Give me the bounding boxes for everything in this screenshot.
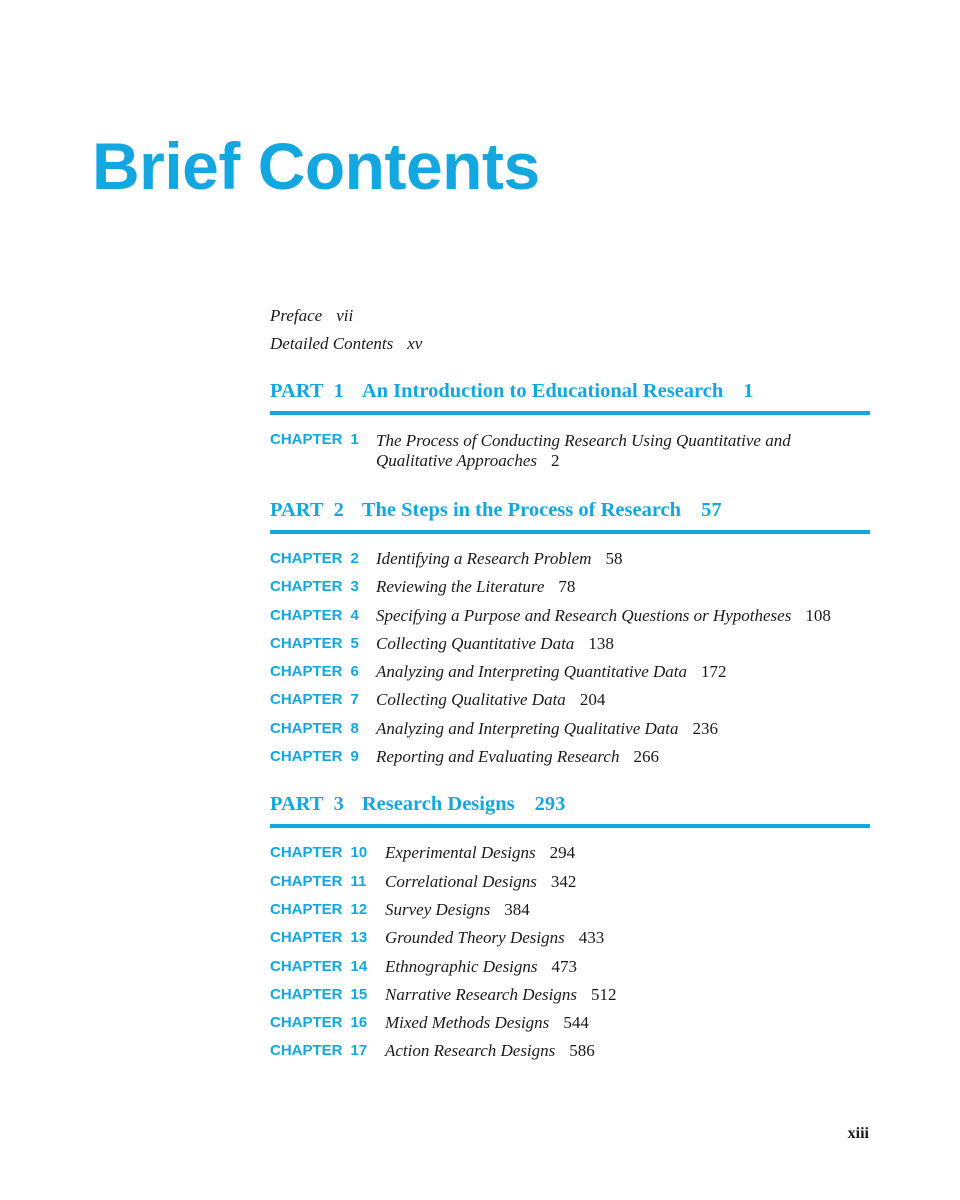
chapter-title: Collecting Quantitative Data — [376, 633, 575, 653]
part-title: An Introduction to Educational Research — [361, 380, 724, 402]
chapter-6-entry[interactable] — [270, 658, 870, 686]
table-of-contents — [270, 302, 870, 1066]
part-title: Research Designs — [361, 793, 515, 816]
page-title: Brief Contents — [92, 129, 540, 203]
chapter-label: CHAPTER 16 — [270, 1014, 368, 1032]
chapter-11-entry[interactable] — [270, 868, 870, 896]
part-page: 57 — [701, 499, 722, 521]
part-page: 1 — [743, 380, 754, 402]
chapter-text — [385, 868, 576, 896]
chapter-page: 433 — [578, 928, 605, 948]
chapter-page: 58 — [605, 549, 623, 568]
chapter-label: CHAPTER 2 — [270, 550, 359, 567]
chapter-9-entry[interactable] — [270, 743, 870, 771]
chapter-text — [385, 896, 530, 924]
chapter-label: CHAPTER 10 — [270, 844, 368, 862]
chapter-title: Experimental Designs — [385, 843, 536, 863]
chapter-text — [385, 924, 604, 952]
chapter-label: CHAPTER 5 — [270, 634, 359, 652]
chapter-label: CHAPTER 9 — [270, 748, 359, 766]
chapter-text — [385, 1009, 589, 1037]
chapter-text — [385, 953, 577, 981]
chapter-3-entry[interactable] — [270, 573, 870, 601]
chapter-label: CHAPTER 1 — [270, 431, 359, 448]
front-matter-detailed-contents[interactable] — [270, 330, 870, 358]
part-3-section — [270, 784, 870, 1065]
front-matter-page: vii — [336, 306, 354, 325]
chapter-text — [376, 686, 605, 714]
chapter-title: Ethnographic Designs — [385, 956, 538, 976]
chapter-page: 544 — [563, 1013, 589, 1033]
chapter-text — [376, 573, 575, 601]
part-title: The Steps in the Process of Research — [361, 499, 682, 521]
chapter-list — [270, 828, 870, 1065]
chapter-title: Action Research Designs — [385, 1041, 556, 1061]
chapter-label: CHAPTER 6 — [270, 663, 359, 681]
part-page: 293 — [534, 793, 566, 816]
part-1-heading[interactable] — [270, 371, 870, 415]
chapter-title: Analyzing and Interpreting Qualitative Data — [376, 718, 679, 738]
part-2-heading[interactable] — [270, 490, 870, 534]
chapter-title: Specifying a Purpose and Research Questions or Hypotheses — [376, 605, 792, 625]
chapter-title: Grounded Theory Designs — [385, 928, 565, 948]
chapter-title: Reviewing the Literature — [376, 577, 545, 597]
chapter-label: CHAPTER 15 — [270, 985, 368, 1003]
chapter-14-entry[interactable] — [270, 953, 870, 981]
chapter-title: Identifying a Research Problem — [376, 549, 592, 568]
chapter-label: CHAPTER 11 — [270, 872, 367, 890]
chapter-5-entry[interactable] — [270, 630, 870, 658]
chapter-page: 236 — [692, 718, 718, 738]
front-matter-preface[interactable] — [270, 302, 870, 330]
chapter-page: 384 — [504, 899, 530, 919]
chapter-label: CHAPTER 14 — [270, 957, 368, 975]
chapter-13-entry[interactable] — [270, 924, 870, 952]
chapter-title: Mixed Methods Designs — [385, 1013, 550, 1033]
chapter-7-entry[interactable] — [270, 686, 870, 714]
chapter-list — [270, 415, 870, 477]
chapter-4-entry[interactable] — [270, 602, 870, 630]
chapter-title: The Process of Conducting Research Using Quantitative and Qualitative Approaches — [376, 431, 791, 470]
chapter-page: 172 — [701, 662, 727, 682]
front-matter-page: xv — [407, 334, 423, 353]
chapter-text — [385, 839, 575, 867]
part-label: PART — [270, 380, 324, 402]
chapter-2-entry[interactable] — [270, 545, 870, 573]
chapter-title: Narrative Research Designs — [385, 984, 578, 1004]
chapter-text — [376, 426, 846, 477]
chapter-text — [376, 743, 659, 771]
part-label: PART — [270, 793, 324, 816]
chapter-page: 138 — [588, 633, 614, 653]
chapter-page: 294 — [549, 843, 576, 863]
chapter-label: CHAPTER 17 — [270, 1042, 368, 1060]
chapter-1-entry[interactable] — [270, 426, 870, 477]
part-number: 1 — [333, 380, 344, 402]
chapter-page: 2 — [551, 451, 560, 470]
chapter-text — [376, 602, 831, 630]
chapter-label: CHAPTER 13 — [270, 929, 368, 947]
chapter-text — [385, 981, 617, 1009]
chapter-text — [376, 658, 727, 686]
chapter-title: Collecting Qualitative Data — [376, 690, 566, 710]
chapter-page: 586 — [569, 1041, 595, 1061]
chapter-text — [376, 715, 718, 743]
chapter-16-entry[interactable] — [270, 1009, 870, 1037]
chapter-page: 342 — [550, 871, 577, 891]
chapter-page: 473 — [551, 956, 578, 976]
chapter-title: Reporting and Evaluating Research — [376, 747, 620, 767]
chapter-label: CHAPTER 7 — [270, 691, 359, 709]
part-1-section — [270, 371, 870, 477]
chapter-text — [376, 545, 622, 573]
chapter-10-entry[interactable] — [270, 839, 870, 867]
chapter-label: CHAPTER 12 — [270, 900, 368, 918]
chapter-title: Survey Designs — [385, 899, 491, 919]
chapter-8-entry[interactable] — [270, 715, 870, 743]
chapter-17-entry[interactable] — [270, 1037, 870, 1065]
chapter-page: 78 — [558, 577, 576, 597]
chapter-title: Analyzing and Interpreting Quantitative Data — [376, 662, 687, 682]
chapter-label: CHAPTER 8 — [270, 719, 359, 737]
chapter-page: 204 — [579, 690, 606, 710]
chapter-label: CHAPTER 3 — [270, 578, 359, 596]
chapter-list — [270, 534, 870, 771]
chapter-page: 108 — [805, 605, 831, 625]
part-3-heading[interactable] — [270, 784, 870, 828]
chapter-page: 512 — [591, 984, 617, 1004]
part-2-section — [270, 490, 870, 771]
page-number: xiii — [847, 1125, 869, 1142]
chapter-label: CHAPTER 4 — [270, 606, 359, 624]
chapter-12-entry[interactable] — [270, 896, 870, 924]
front-matter-label: Detailed Contents — [270, 334, 394, 353]
chapter-text — [385, 1037, 595, 1065]
chapter-text — [376, 630, 614, 658]
part-label: PART — [270, 499, 324, 521]
part-number: 3 — [333, 793, 344, 816]
chapter-page: 266 — [633, 747, 659, 767]
chapter-title: Correlational Designs — [385, 871, 537, 891]
chapter-15-entry[interactable] — [270, 981, 870, 1009]
front-matter-label: Preface — [270, 306, 323, 325]
part-number: 2 — [333, 499, 344, 521]
